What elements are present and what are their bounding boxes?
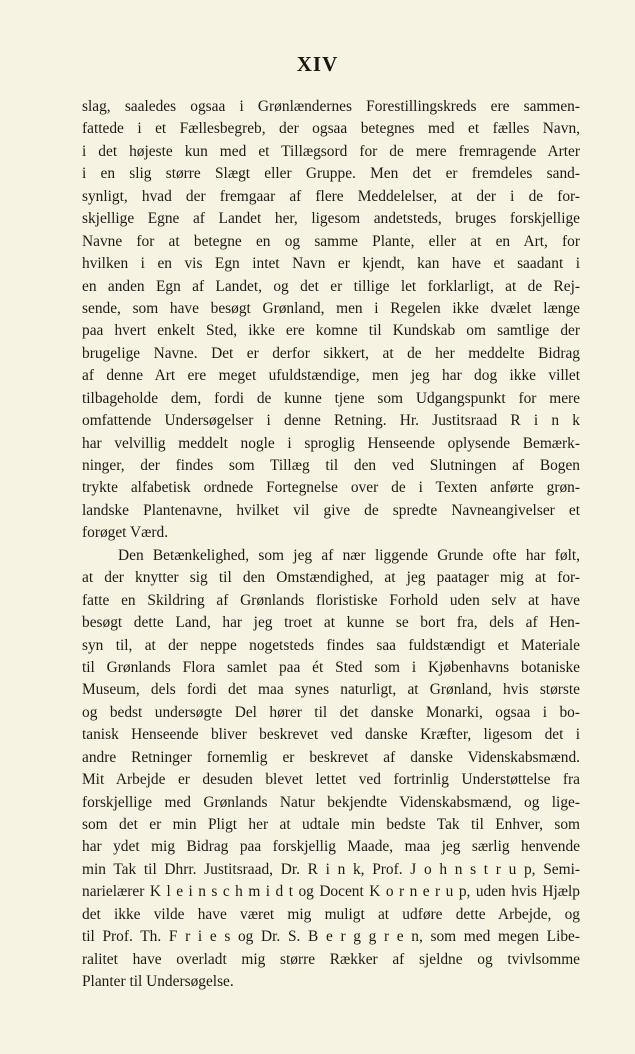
text-line: til Grønlands Flora samlet paa ét Sted som i Kjøbenhavns botaniske <box>82 658 580 676</box>
text-line: i en slig større Slægt eller Gruppe. Men det er fremdeles sand- <box>82 165 580 183</box>
text-line: brugelige Navne. Det er derfor sikkert, at de her meddelte Bidrag <box>82 344 580 362</box>
text-line: Navne for at betegne en og samme Plante, eller at en Art, for <box>82 232 580 250</box>
paragraph-end-line: forøget Værd. <box>82 524 169 542</box>
text-line: ninger, der findes som Tillæg til den ved Slutningen af Bogen <box>82 457 580 474</box>
text-line: af denne Art ere meget ufuldstændige, men jeg har dog ikke villet <box>82 367 580 385</box>
text-line: besøgt dette Land, har jeg troet at kunne se bort fra, dels af Hen- <box>82 614 580 632</box>
text-line: at der knytter sig til den Omstændighed, at jeg paatager mig at for- <box>82 569 580 587</box>
page-number-header: XIV <box>296 52 339 76</box>
paragraph-start-line: Den Betænkelighed, som jeg af nær liggende Grunde ofte har følt, <box>118 546 580 564</box>
text-line: tanisk Henseende bliver beskrevet ved danske Kræfter, ligesom det i <box>82 726 580 744</box>
text-line: en anden Egn af Landet, og det er tillige let forklarligt, at de Rej- <box>82 277 580 295</box>
text-line: fatte en Skildring af Grønlands floristiske Forhold uden selv at have <box>82 591 580 609</box>
text-line: fattede i et Fællesbegreb, der ogsaa betegnes med et fælles Navn, <box>82 120 580 138</box>
paragraph-end-line: Planter til Undersøgelse. <box>82 973 234 991</box>
text-line: til Prof. Th. F r i e s og Dr. S. B e r g g r e n, som med megen Libe- <box>82 928 580 946</box>
text-line: ralitet have overladt mig større Rækker af sjeldne og tvivlsomme <box>82 950 580 968</box>
text-line: i det højeste kun med et Tillægsord for de mere fremragende Arter <box>82 142 580 160</box>
text-line: sende, som have besøgt Grønland, men i Regelen ikke dvælet længe <box>82 299 580 317</box>
text-line: omfattende Undersøgelser i denne Retning. Hr. Justitsraad R i n k <box>82 412 580 430</box>
text-line: det ikke vilde have været mig muligt at udføre dette Arbejde, og <box>82 905 580 923</box>
text-line: Museum, dels fordi det maa synes naturligt, at Grønland, hvis største <box>82 681 580 699</box>
text-line: Mit Arbejde er desuden blevet lettet ved fortrinlig Understøttelse fra <box>82 771 580 789</box>
text-line: landske Plantenavne, hvilket vil give de spredte Navneangivelser et <box>82 501 580 519</box>
text-line: har ydet mig Bidrag paa forskjellig Maade, maa jeg særlig henvende <box>82 838 580 856</box>
text-line: hvilken i en vis Egn intet Navn er kjendt, kan have et saadant i <box>82 255 580 273</box>
text-line: narielærer K l e i n s c h m i d t og Docent K o r n e r u p, uden hvis Hjælp <box>82 883 580 901</box>
text-line: syn til, at der neppe nogetsteds findes saa fuldstændigt et Materiale <box>82 636 580 654</box>
text-line: paa hvert enkelt Sted, ikke ere komne til Kundskab om samtlige der <box>82 322 580 340</box>
text-line: skjellige Egne af Landet her, ligesom andetsteds, bruges forskjellige <box>82 210 580 228</box>
text-line: synligt, hvad der fremgaar af flere Meddelelser, at der i de for- <box>82 187 580 205</box>
text-line: andre Retninger fornemlig er beskrevet af danske Videnskabsmænd. <box>82 748 580 766</box>
text-line: tilbageholde dem, fordi de kunne tjene som Udgangspunkt for mere <box>82 389 580 407</box>
text-line: som det er min Pligt her at udtale min bedste Tak til Enhver, som <box>82 816 580 833</box>
text-line: slag, saaledes ogsaa i Grønlændernes Forestillingskreds ere sammen- <box>82 98 580 115</box>
text-line: forskjellige med Grønlands Natur bekjendte Videnskabsmænd, og lige- <box>82 793 580 811</box>
text-line: har velvillig meddelt nogle i sproglig Henseende oplysende Bemærk- <box>82 434 580 452</box>
body-text <box>82 96 580 994</box>
text-line: trykte alfabetisk ordnede Fortegnelse over de i Texten anførte grøn- <box>82 479 580 497</box>
text-line: min Tak til Dhrr. Justitsraad, Dr. R i n k, Prof. J o h n s t r u p, Semi- <box>82 860 580 878</box>
text-line: og bedst undersøgte Del hører til det danske Monarki, ogsaa i bo- <box>82 703 580 721</box>
